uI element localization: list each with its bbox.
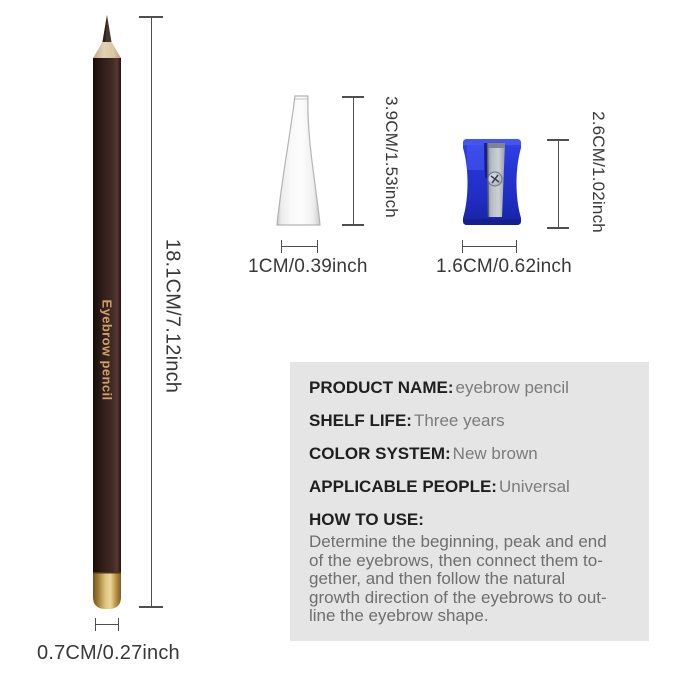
how-to-use-line: line the eyebrow shape.	[309, 606, 489, 625]
color-system-label: COLOR SYSTEM:	[309, 444, 451, 463]
cap-height-top-cap	[342, 96, 364, 98]
product-name-label: PRODUCT NAME:	[309, 378, 454, 397]
sharpener-bottom-shadow	[463, 219, 521, 225]
pencil-diameter-tick-left	[95, 618, 96, 631]
pencil-ferrule	[93, 574, 121, 610]
cap-height-label: 3.9CM/1.53inch	[382, 96, 401, 218]
pencil-length-dimension-line	[151, 17, 152, 607]
cap-diameter-tick-right	[317, 240, 318, 253]
pencil-ferrule-seam	[93, 572, 121, 574]
cap-height-bottom-cap	[342, 224, 364, 226]
cap-height-dimension-line	[353, 97, 354, 225]
how-to-use-line: of the eyebrows, then connect them to-	[309, 550, 603, 570]
how-to-use-line: Determine the beginning, peak and end	[309, 532, 607, 551]
pencil-diameter-tick-right	[118, 618, 119, 631]
sharpener-height-bottom-cap	[547, 227, 569, 229]
how-to-use-label: HOW TO USE:	[309, 510, 424, 529]
sharpener-illustration	[458, 134, 526, 232]
sharpener-height-dimension-line	[558, 140, 559, 227]
applicable-people-value: Universal	[498, 477, 570, 496]
cap-diameter-tick-left	[281, 240, 282, 253]
info-row-shelf-life	[309, 411, 633, 431]
sharpener-height-label: 2.6CM/1.02inch	[589, 111, 608, 233]
shelf-life-label: SHELF LIFE:	[309, 411, 412, 430]
product-info-box	[290, 362, 649, 641]
pencil-length-label: 18.1CM/7.12inch	[161, 238, 184, 394]
sharpener-blade-top-edge	[487, 143, 505, 148]
pencil-length-bottom-cap	[139, 606, 163, 608]
sharpener-width-line	[462, 246, 517, 247]
info-row-applicable-people	[309, 477, 633, 497]
sharpener-ledge-highlight	[467, 143, 484, 170]
how-to-use-line: growth direction of the eyebrows to out-	[309, 587, 607, 607]
applicable-people-label: APPLICABLE PEOPLE:	[309, 477, 497, 496]
pencil-length-top-cap	[139, 16, 163, 18]
sharpener-width-tick-left	[462, 240, 463, 253]
sharpener-width-tick-right	[516, 240, 517, 253]
sharpener-width-label: 1.6CM/0.62inch	[436, 256, 572, 277]
info-row-color-system	[309, 444, 633, 464]
cap-diameter-line	[281, 246, 318, 247]
pencil-wood-cone	[93, 42, 121, 58]
pencil-brand-text: Eyebrow pencil	[99, 299, 115, 401]
cap-shell	[277, 96, 320, 225]
pencil-cap-illustration	[274, 92, 324, 232]
pencil-diameter-label: 0.7CM/0.27inch	[37, 642, 180, 664]
info-row-product-name	[309, 378, 633, 398]
pencil-diameter-line	[95, 624, 119, 625]
sharpener-height-top-cap	[547, 139, 569, 141]
color-system-value: New brown	[452, 444, 538, 463]
shelf-life-value: Three years	[413, 411, 505, 430]
product-name-value: eyebrow pencil	[455, 378, 569, 397]
how-to-use-line: gether, and then follow the natural	[309, 569, 566, 588]
cap-diameter-label: 1CM/0.39inch	[248, 256, 368, 277]
